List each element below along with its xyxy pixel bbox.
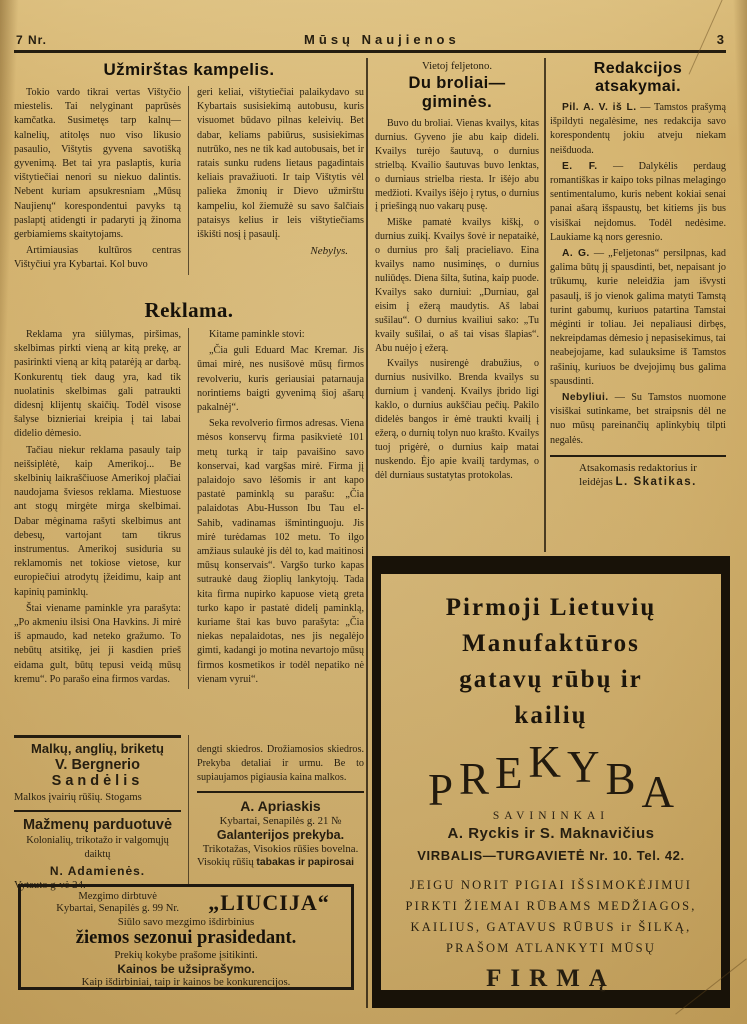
ad-liucija-address: [27, 891, 208, 916]
newspaper-title: Mūsų Naujienos: [304, 32, 460, 47]
ad-text: [197, 856, 364, 870]
reply-item: [550, 247, 726, 389]
article-column: [14, 328, 189, 689]
ad-text: Kolonialių, trikotažo ir valgomųjų daiktų: [26, 835, 169, 861]
ad-name-part: Sandėlis: [51, 773, 144, 789]
masthead-text: leidėjas: [579, 475, 613, 488]
article-column: [189, 328, 364, 689]
ad-text: Trikotažas, Visokios rūšies bovelna.: [202, 842, 359, 855]
editor-name: L. Skatikas.: [615, 475, 697, 488]
ad-text: Kainos be užsiprašymo.: [117, 961, 255, 976]
article-paragraph: „Čia guli Eduard Mac Kremar. Jis ūmai mirė, nes nusišovė mūsų firmos revolveriu, kuris geriausiai patarnauja norintiems baigti gyvenimą šioj ašarų pakalnėj“.: [197, 345, 364, 414]
article-title: Užmirštas kampelis.: [103, 60, 275, 79]
ad-text: Kybartai, Senapilės g. 99 Nr.: [56, 903, 179, 914]
article-uzmirstas-kampelis: [14, 60, 364, 298]
ad-liucija-header: [27, 890, 345, 916]
ad-liucija-box: [18, 884, 354, 990]
article-title: Du broliai—giminės.: [408, 74, 506, 111]
reply-text: — Tamstos prašymą išpildyti negalėsime, nes redakcija savo korespondentų jokiu atveju niekam neišduoda.: [550, 102, 727, 156]
masthead-footer: [550, 455, 726, 489]
article-title: Reklama.: [144, 298, 234, 322]
ad-name-part: V. Bergnerio: [55, 757, 140, 773]
brand-letter: A: [641, 767, 675, 817]
masthead-line: Atsakomasis redaktorius ir: [579, 461, 697, 474]
reply-lead: E. F.: [562, 160, 598, 172]
ad-heading: Malkų, anglių, briketų: [31, 741, 164, 756]
article-paragraph: Štai viename paminkle yra parašyta: „Po akmeniu ilsisi Ona Havkins. Ji mirė iš apmaudo, kad neteko gražumo. To nebūtų atsitikę, jei ji kasdien prieš eidama gult, būtų tepusi veidą mūsų kremu“. Po parašo eina firmos vardas.: [14, 602, 181, 685]
ad-heading: Galanterijos prekyba.: [216, 827, 345, 842]
brand-letter: R: [459, 754, 490, 804]
ad-text: Siūlo savo mezgimo išdirbinius: [117, 916, 255, 928]
ad-continuation-text: dengti skiedros. Drožiamosios skiedros. Prekyba detaliai ir urmu. Be to supiaujamos pigiausia kaina malkos.: [197, 744, 364, 784]
ad-address: Kybartai, Senapilės g. 21 №: [219, 814, 342, 827]
ad-prekyba-box: [372, 556, 730, 1008]
ad-heading: Mažmenų parduotuvė: [22, 817, 173, 834]
page-header: [16, 32, 724, 47]
ad-text: Mezgimo dirbtuvė: [78, 890, 157, 902]
reply-item: [550, 160, 726, 245]
article-title: Redakcijos atsakymai.: [593, 60, 683, 95]
article-paragraph: Miške pamatė kvailys kiškį, o durnius zuikį. Kvailys šovė ir nepataikė, o durnius pro šalį pracieliavo. Eina kvailys namo nusiminęs, o durnius nuliūdęs. Diena šilta, šutina, kaip puode. Kvailys sako durniui: „Durniau, gal eisim į ežerą maudytis. Aš labai sušilau“. O durnius kvailiui sako: „Tu kvaily sušilai, o aš tai visas šlapias“. Abu nuėjo į ežerą.: [375, 217, 539, 354]
article-kicker: Vietoj feljetono.: [421, 60, 493, 72]
ad-text-part: tabakas ir papirosai: [256, 857, 355, 869]
page-number: 3: [716, 32, 724, 47]
ad-headline: kailių: [514, 702, 588, 729]
column-divider: [366, 58, 368, 1008]
ad-headline: Manufaktūros: [462, 630, 640, 657]
article-column: [189, 86, 364, 275]
article-paragraph: Seka revolverio firmos adresas. Viena mėsos konservų firma pasikvietė 101 metų turką ir taip pavaišino savo konservai, kad vargšas mirė. Firma jį palaidojo savo lėšomis ir ant kapo pastatė paminklą su parašu: „Čia palaidotas Abu-Husson Ibu Tau el-Sahib, vadinamas išmintinguoju. Jis mirė turėdamas 102 metu. To ilgo amžiaus sulaukė jis dėl to, kad maitinosi mūsų konservais“. Vargšo turko kapas sutraukė daug žioplių lankytojų. Tada kita firma nupirko kapuose vietą greta turko kapo ir pastatė didelį paminklą, kuriame štai kas buvo parašyta: „Čia niekas nepalaidotas, nes jis negalėjo gimti, kadangi jo motina nevartojo mūsų firmos kosmetikos ir todėl nepatiko nė vienam vyrui“.: [197, 418, 364, 685]
ad-prekyba-content: [381, 565, 721, 999]
article-paragraph: Kitame paminkle stovi:: [209, 329, 305, 340]
ad-address: Vytauto g-vė 24.: [14, 878, 86, 891]
article-redakcijos-atsakymai: [550, 60, 726, 552]
ad-headline: žiemos sezonui prasidedant.: [75, 928, 297, 948]
article-signature: Nebylys.: [310, 245, 348, 258]
brand-letter: K: [528, 737, 562, 787]
brand-letter: B: [605, 754, 636, 804]
reply-text: — „Feljetonas“ persilpnas, kad galima būtų jį spausdinti, bet, nepaisant jo trūkumų, kurie neleidžia jam išvysti pasaulį, iš jo vienok galima matyti Tamstą turint gabumų, kuriuos patartina Tamstai mėginti ir toliau. Jei nepaliausi dirbęs, nekreipdamas dėmesio į nepasisekimus, tai neabejojame, kad sulauksime iš Tamstos rašinių, kuriuos be dvejojimų bus galima spausdinti.: [550, 248, 727, 387]
ad-text-part: Visokių rūšių: [197, 857, 254, 869]
ad-text: Malkos įvairių rūšių. Stogams: [14, 792, 142, 803]
ad-headline: Pirmoji Lietuvių: [445, 594, 657, 621]
ads-column: [189, 735, 364, 884]
ad-name: [14, 757, 181, 789]
ad-address: VIRBALIS—TURGAVIETĖ Nr. 10. Tel. 42.: [417, 848, 685, 863]
reply-item: [550, 391, 726, 448]
ad-text: Prekių kokybe prašome įsitikinti.: [114, 949, 258, 961]
ad-name: A. Apriaskis: [240, 797, 321, 814]
article-reklama: [14, 298, 364, 735]
reply-lead: Nebyliui.: [562, 392, 609, 404]
reply-text: — Su Tamstos nuomone visiškai sutinkame, bet straipsnis dėl ne nuo mūsų pareinančių aplinkybių tilpti negalės.: [550, 392, 726, 446]
article-paragraph: Buvo du broliai. Vienas kvailys, kitas durnius. Gyveno jie abu kaip dideli. Kvailys turėjo šautuvą, o durnius strielbą. Kvailio šautuvas buvo lenktas, o durniaus strielba riesta. Ir išėjo abu medžioti. Kvailys išėjo į rytus, o durnius į priešingą nuo vakarų pusę.: [375, 118, 539, 213]
article-paragraph: Kvailys nusirengė drabužius, o durnius nusivilko. Brenda kvailys su durnium į vandenį. Kvailys įbrido ligi kaklo, o durnius aukščiau pečių. Pakilo didelės bangos ir ėmė traukti kvailį į ežerą, o durnių tolyn nuo krašto. Kvailys tuoj prigėrė, o durnius kaip matai nuskendo. Ėjo apie kvailį tardymas, o dėl durniaus sustatytas protokolas.: [375, 358, 539, 481]
article-paragraph: Tačiau niekur reklama pasauly taip neišsiplėtė, kaip Amerikoj... Be skelbinių laikraščiuose Amerikoj plačiai naudojama šviesos reklama. Miestuose ant stogų mirgėte mirga skelbimai. Dabar mėginama rašyti skelbimus ant debesų, vartojant tam tikrus instrumentus. Amerikoj susiduria su reklamomis net tokiose vietose, kur europiečiui atrodytų įžeidimu, kaip ant kapinių paminklų.: [14, 444, 181, 598]
ad-owners: A. Ryckis ir S. Maknavičius: [447, 825, 655, 842]
reply-lead: A. G.: [562, 248, 590, 260]
article-paragraph: Reklama yra siūlymas, piršimas, skelbimas pirkti vieną ar kitą prekę, ar pasirinkti vieną ar kitą patarėją ar darbą. Konkurentų tiek daug yra, kad tik nuolatinis skelbimas gali patraukti didesnį klijentų skaičių. Todėl visose šalyse biznieriai kreipia į tai labai didelio dėmesio.: [14, 329, 181, 440]
column-divider: [544, 58, 546, 552]
article-paragraph: Artimiausias kultūros centras Vištyčiui yra Kybartai. Kol buvo: [14, 245, 181, 271]
ad-text: Kaip išdirbiniai, taip ir kainos be konkurencijos.: [81, 975, 291, 988]
reply-item: [550, 101, 726, 158]
classified-ads-region: [14, 735, 364, 891]
ad-apriaskis: [197, 798, 364, 871]
ad-liucija-brand: „LIUCIJA“: [208, 890, 330, 915]
header-rule: [14, 50, 726, 53]
reply-text: — Dalykėlis perdaug romantiškas ir kaipo toks pilnas melagingo sentimentalumo, kuris nebent kokiai senai panai ašarą išspaustų, bet kitiems jis bus visiškai neįdomus. Todėl nedėsime. Laukiame ką nors geresnio.: [550, 160, 727, 243]
masthead-line: [550, 475, 726, 489]
ad-brand-prekyba: [387, 737, 715, 820]
ad-body-text: JEIGU NORIT PIGIAI IŠSIMOKĖJIMUI PIRKTI ŽIEMAI RŪBAMS MEDŽIAGOS, KAILIUS, GATAVUS RŪBUS ir ŠILKĄ, PRAŠOM ATLANKYTI MŪSŲ: [405, 878, 697, 955]
brand-letter: P: [427, 765, 453, 815]
article-paragraph: geri keliai, vištytiečiai palaikydavo su Kybartais susisiekimą autobusu, kuris visuomet būdavo pilnas keleivių. Bet dabar, keliams pabiūrus, susisiekimas nutrūko, nes ne tik kad autobusais, bet ir ratais sunku rudens lietaus pagadintais keliais pravažiuoti. Ir taip Vištytis vėl palieka žmonių ir Dievo užmirštu kampeliu, kol žiemužė su savo šalčiais pataisys kelius ir leis vištytiečiams iškišti nosį į pasaulį.: [197, 87, 364, 241]
ad-bergnerio-sandelis: [14, 735, 181, 805]
article-paragraph: Tokio vardo tikrai vertas Vištyčio miestelis. Tai nelyginant paprūsės kamčatka. Susimetęs tarp kalnų—kalnelių, atitolęs nuo viso likusio pasaulio, Vištytis gyvena savotišką gyvenimą. Bet tai yra paslaptis, kuria vištytiečiai nenori su niekuo dalintis. Nebent kuriam apsukresniam „Mūsų Naujienų“ korespondentui pavyks tą paslaptį atidengti ir padaryti ją žinoma gerbiamiems skaitytojams.: [14, 87, 181, 241]
brand-letter: E: [495, 748, 523, 798]
article-column: [14, 86, 189, 275]
issue-number: 7 Nr.: [16, 33, 48, 47]
ad-mazmenu-parduotuve: [14, 817, 181, 892]
ad-name: N. Adamienės.: [49, 863, 146, 878]
ad-headline: gatavų rūbų ir: [459, 666, 643, 693]
reply-lead: Pil. A. V. iš L.: [562, 102, 637, 113]
ad-divider-rule: [14, 810, 181, 812]
ad-divider-rule: [197, 791, 364, 793]
brand-letter: Y: [567, 742, 600, 792]
ad-subtitle: SAVININKAI: [492, 810, 610, 822]
article-du-broliai: [375, 60, 539, 552]
ads-column: [14, 735, 189, 891]
ad-firma-word: FIRMĄ: [486, 965, 616, 992]
